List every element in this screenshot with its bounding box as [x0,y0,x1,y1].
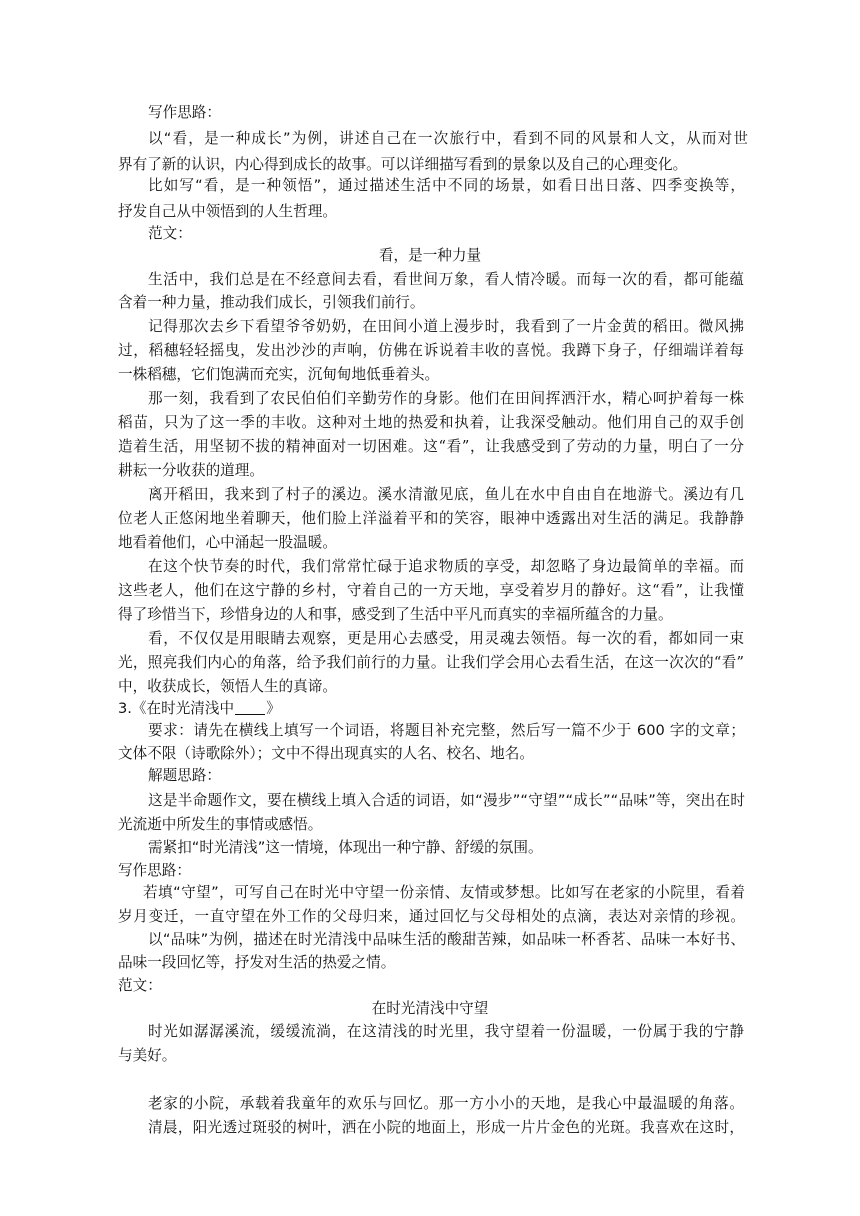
paragraph-line: 界有了新的认识，内心得到成长的故事。可以详细描写看到的景象以及自己的心理变化。 [118,156,688,173]
essay-line: 记得那次去乡下看望爷爷奶奶，在田间小道上漫步时，我看到了一片金黄的稻田。微风拂 [148,318,744,335]
essay-line: 位老人正悠闲地坐着聊天，他们脸上洋溢着平和的笑容，眼神中透露出对生活的满足。我静静 [118,510,744,527]
paragraph-line: 光流逝中所发生的事情或感悟。 [118,816,323,833]
paragraph-line: 需紧扣“时光清浅”这一情境，体现出一种宁静、舒缓的氛围。 [148,839,543,856]
essay-line: 含着一种力量，推动我们成长，引领我们前行。 [118,294,425,311]
essay-line: 清晨，阳光透过斑驳的树叶，洒在小院的地面上，形成一片片金色的光斑。我喜欢在这时， [148,1119,744,1136]
essay-line: 地看着他们，心中涌起一股温暖。 [118,534,337,551]
sample-heading: 范文： [118,977,162,994]
essay-line: 这些老人，他们在这宁静的乡村，守着自己的一方天地，享受着岁月的静好。这“看”，让我懂 [118,582,744,599]
essay-title: 看，是一种力量 [378,247,482,264]
sample-heading: 范文： [148,225,192,242]
paragraph-line: 这是半命题作文，要在横线上填入合适的词语，如“漫步”“守望”“成长”“品味”等，突出在时 [148,792,745,809]
essay-line: 造着生活，用坚韧不拔的精神面对一切困难。这“看”，让我感受到了劳动的力量，明白了一分 [118,438,744,455]
essay-line: 稻苗，只为了这一季的丰收。这种对土地的热爱和执着，让我深受触动。他们用自己的双手创 [118,414,744,431]
title-blank-line [235,700,265,715]
paragraph-line: 品味一段回忆等，抒发对生活的热爱之情。 [118,954,396,971]
essay-line: 生活中，我们总是在不经意间去看，看世间万象，看人情冷暖。而每一次的看，都可能蕴 [148,271,744,288]
paragraph-line: 岁月变迁，一直守望在外工作的父母归来，通过回忆与父母相处的点滴，表达对亲情的珍视。 [118,908,745,925]
essay-line: 耕耘一分收获的道理。 [118,462,264,479]
requirement-line: 文体不限（诗歌除外）；文中不得出现真实的人名、校名、地名。 [118,745,534,762]
essay-line: 老家的小院，承载着我童年的欢乐与回忆。那一方小小的天地，是我心中最温暖的角落。 [148,1095,744,1112]
question-title-suffix: 》 [266,700,281,717]
essay-title: 在时光清浅中守望 [371,1000,489,1017]
essay-line: 那一刻，我看到了农民伯伯们辛勤劳作的身影。他们在田间挥洒汗水，精心呵护着每一株 [148,390,744,407]
paragraph-line: 比如写“看，是一种领悟”，通过描述生活中不同的场景，如看日出日落、四季变换等， [148,177,745,194]
requirement-line: 要求：请先在横线上填写一个词语，将题目补充完整，然后写一篇不少于 600 字的文章； [148,722,745,739]
essay-line: 一株稻穗，它们饱满而充实，沉甸甸地低垂着头。 [118,366,440,383]
essay-line: 中，收获成长，领悟人生的真谛。 [118,678,337,695]
essay-line: 过，稻穗轻轻摇曳，发出沙沙的声响，仿佛在诉说着丰收的喜悦。我蹲下身子，仔细端详着每 [118,342,744,359]
essay-line: 时光如潺潺溪流，缓缓流淌，在这清浅的时光里，我守望着一份温暖，一份属于我的宁静 [148,1023,744,1040]
essay-line: 与美好。 [118,1047,177,1064]
paragraph-line: 以“看，是一种成长”为例，讲述自己在一次旅行中，看到不同的风景和人文，从而对世 [148,130,748,147]
writing-heading: 写作思路： [148,104,221,121]
essay-line: 光，照亮我们内心的角落，给予我们前行的力量。让我们学会用心去看生活，在这一次次的“看” [118,654,744,671]
paragraph-line: 以“品味”为例，描述在时光清浅中品味生活的酸甜苦辣，如品味一杯香茗、品味一本好书、 [148,931,745,948]
paragraph-line: 若填“守望”，可写自己在时光中守望一份亲情、友情或梦想。比如写在老家的小院里，看着 [143,884,745,901]
analysis-heading: 解题思路： [148,767,221,784]
essay-line: 离开稻田，我来到了村子的溪边。溪水清澈见底，鱼儿在水中自由自在地游弋。溪边有几 [148,486,744,503]
essay-line: 得了珍惜当下，珍惜身边的人和事，感受到了生活中平凡而真实的幸福所蕴含的力量。 [118,606,673,623]
paragraph-line: 抒发自己从中领悟到的人生哲理。 [118,203,337,220]
question-title-prefix: 3.《在时光清浅中 [118,700,235,717]
question-title [118,698,281,722]
essay-line: 在这个快节奏的时代，我们常常忙碌于追求物质的享受，却忽略了身边最简单的幸福。而 [148,558,744,575]
writing-heading: 写作思路： [118,862,191,879]
essay-line: 看，不仅仅是用眼睛去观察，更是用心去感受，用灵魂去领悟。每一次的看，都如同一束 [148,630,744,647]
